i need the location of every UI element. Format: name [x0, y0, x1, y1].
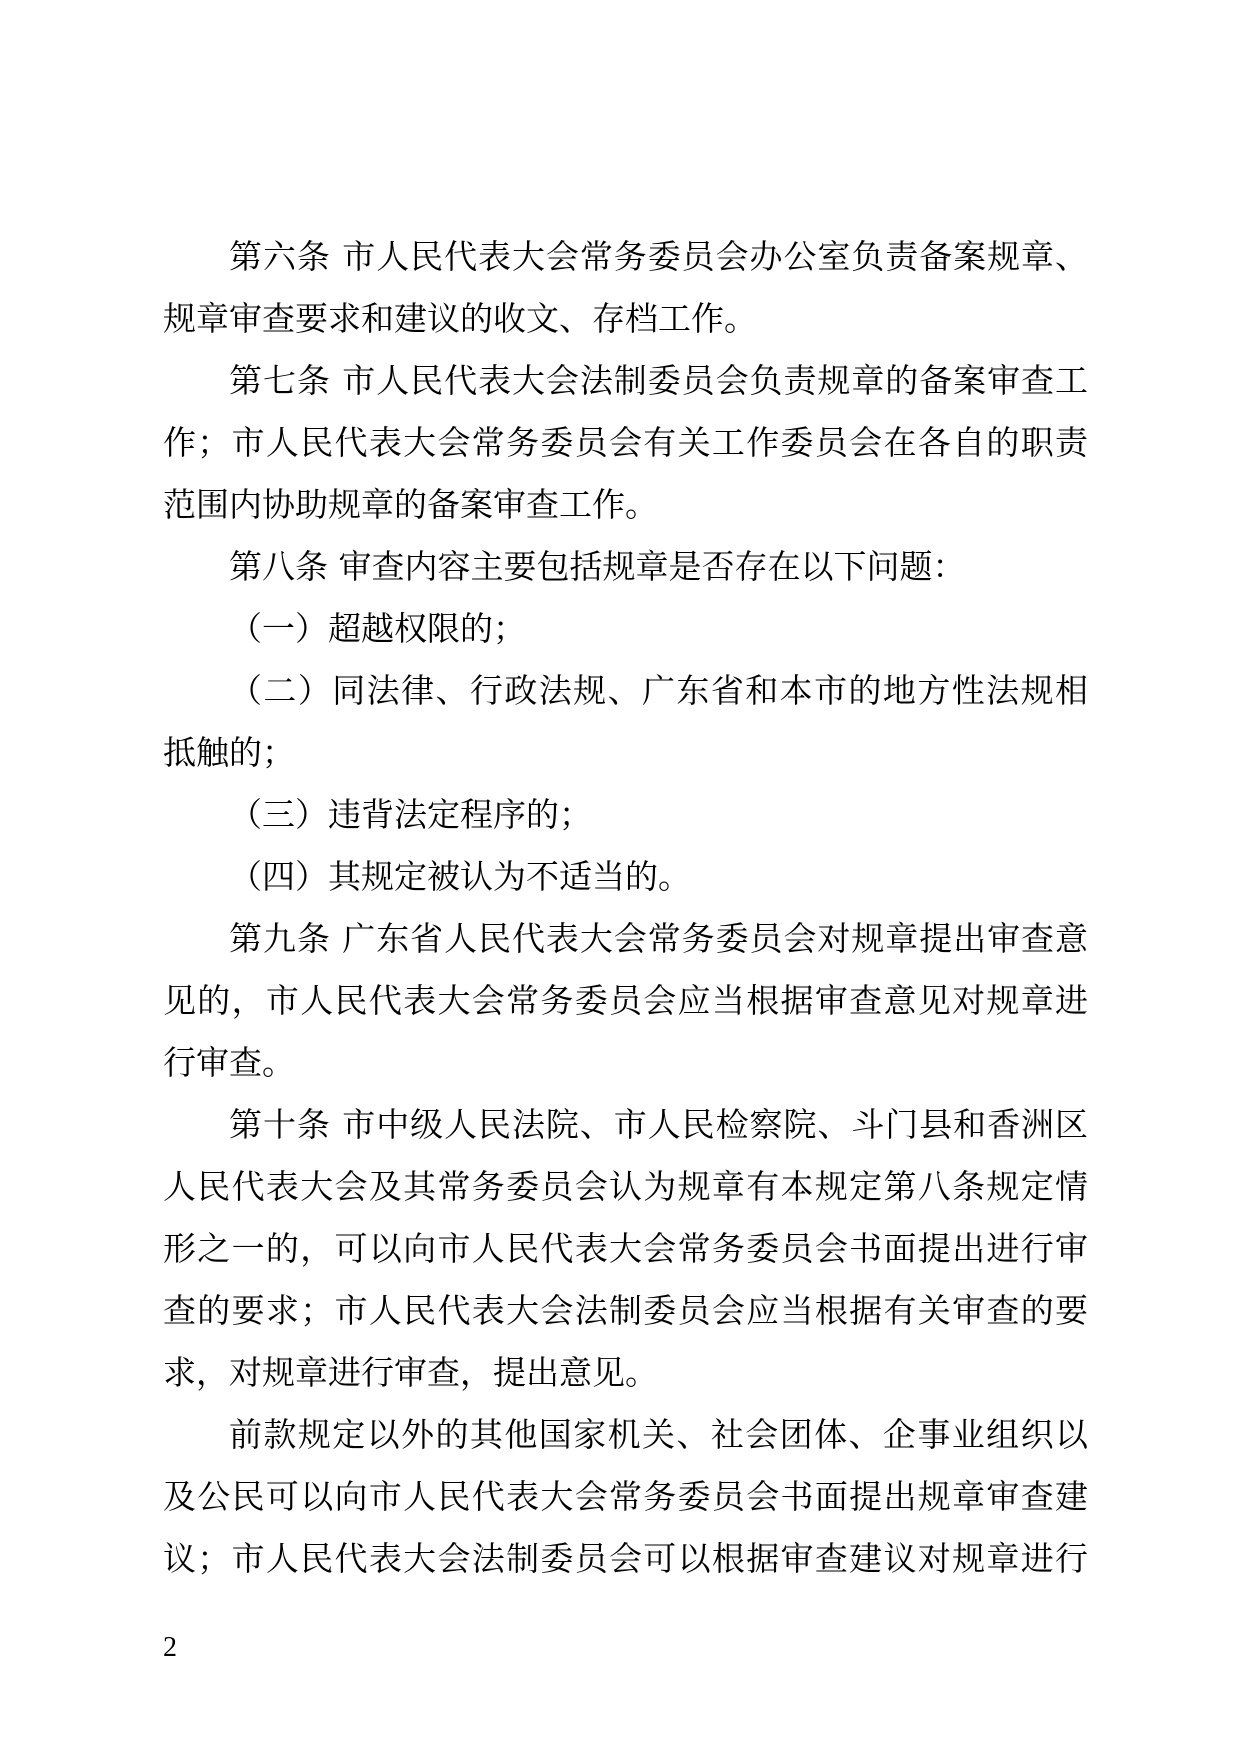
- text-line: 行审查。: [163, 1043, 295, 1082]
- text-line: 抵触的；: [163, 733, 295, 772]
- text-line: 见的，市人民代表大会常务委员会应当根据审查意见对规章进: [163, 981, 1088, 1020]
- text-line: 第九条 广东省人民代表大会常务委员会对规章提出审查意: [229, 919, 1088, 958]
- page-number: 2: [163, 1632, 177, 1663]
- text-line: 人民代表大会及其常务委员会认为规章有本规定第八条规定情: [163, 1167, 1088, 1206]
- text-line: 第七条 市人民代表大会法制委员会负责规章的备案审查工: [229, 361, 1088, 400]
- text-line: 第六条 市人民代表大会常务委员会办公室负责备案规章、: [229, 237, 1088, 276]
- text-line: （三）违背法定程序的；: [229, 795, 592, 834]
- text-line: 及公民可以向市人民代表大会常务委员会书面提出规章审查建: [163, 1477, 1088, 1516]
- text-line: 规章审查要求和建议的收文、存档工作。: [163, 299, 757, 338]
- text-line: 作；市人民代表大会常务委员会有关工作委员会在各自的职责: [163, 423, 1088, 462]
- text-line: 范围内协助规章的备案审查工作。: [163, 485, 658, 524]
- text-line: 求，对规章进行审查，提出意见。: [163, 1353, 658, 1392]
- text-line: （一）超越权限的；: [229, 609, 526, 648]
- text-line: 查的要求；市人民代表大会法制委员会应当根据有关审查的要: [163, 1291, 1088, 1330]
- text-line: （二）同法律、行政法规、广东省和本市的地方性法规相: [229, 671, 1088, 710]
- text-line: 形之一的，可以向市人民代表大会常务委员会书面提出进行审: [163, 1229, 1088, 1268]
- text-line: 第八条 审查内容主要包括规章是否存在以下问题：: [229, 547, 966, 586]
- text-line: 第十条 市中级人民法院、市人民检察院、斗门县和香洲区: [229, 1105, 1088, 1144]
- text-line: 前款规定以外的其他国家机关、社会团体、企事业组织以: [229, 1415, 1088, 1454]
- text-line: （四）其规定被认为不适当的。: [229, 857, 691, 896]
- text-line: 议；市人民代表大会法制委员会可以根据审查建议对规章进行: [163, 1539, 1088, 1578]
